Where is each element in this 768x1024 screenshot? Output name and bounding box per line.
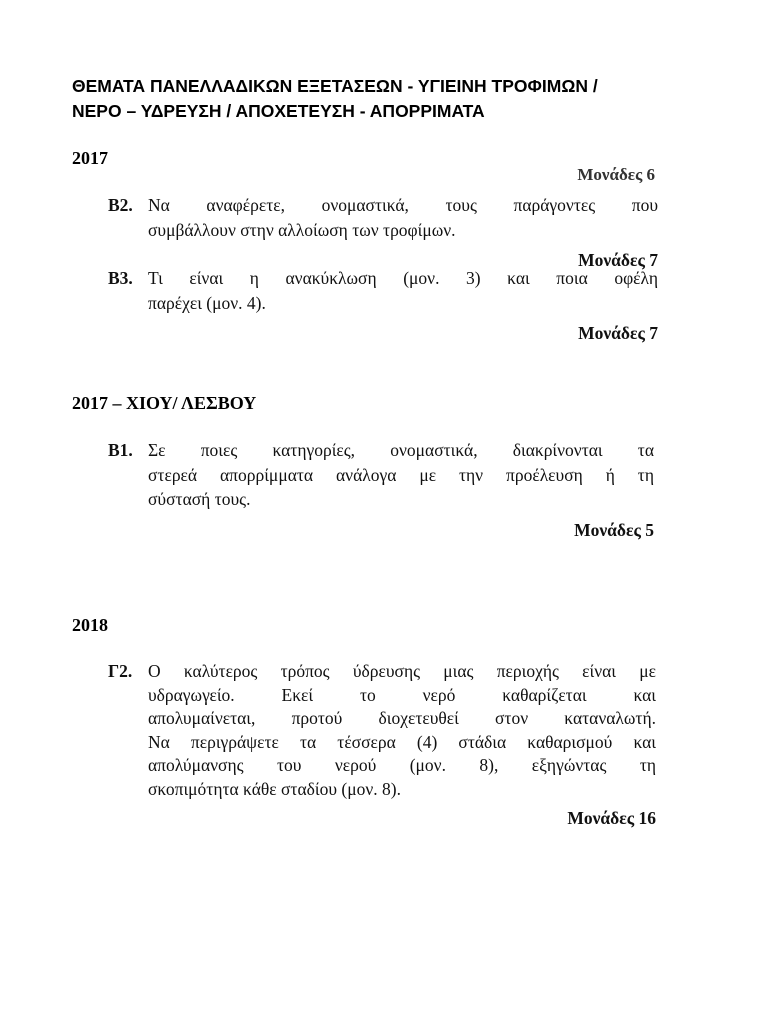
question-line: Ο καλύτερος τρόπος ύδρευσης μιας περιοχής είναι με (148, 661, 656, 681)
question-g2 (108, 660, 656, 831)
question-number: Β2. (108, 195, 133, 215)
question-marks: Μονάδες 7 (578, 323, 658, 343)
section-heading-2017-chiou-lesvou: 2017 – ΧΙΟΥ/ ΛΕΣΒΟΥ (72, 393, 257, 413)
question-b3 (108, 266, 658, 346)
question-marks: Μονάδες 7 (578, 250, 658, 270)
question-line: Τι είναι η ανακύκλωση (μον. 3) και ποια οφέλη (148, 268, 658, 288)
question-b2 (108, 193, 658, 273)
section-heading-2017: 2017 (72, 148, 108, 168)
question-line: απολυμαίνεται, προτού διοχετευθεί στον καταναλωτή. (148, 708, 656, 728)
question-line: Να αναφέρετε, ονομαστικά, τους παράγοντες που (148, 195, 658, 215)
question-line: απολύμανσης του νερού (μον. 8), εξηγώντας τη (148, 755, 656, 775)
question-line: παρέχει (μον. 4). (148, 292, 266, 313)
question-line: υδραγωγείο. Εκεί το νερό καθαρίζεται και (148, 684, 656, 705)
question-b1 (108, 438, 654, 542)
question-marks: Μονάδες 16 (567, 808, 656, 828)
question-number: Β3. (108, 268, 133, 288)
question-line: συμβάλλουν στην αλλοίωση των τροφίμων. (148, 219, 456, 240)
question-number: Β1. (108, 440, 133, 460)
question-line: Να περιγράψετε τα τέσσερα (4) στάδια καθαρισμού και (148, 731, 656, 752)
question-line: Σε ποιες κατηγορίες, ονομαστικά, διακρίνονται τα (148, 440, 654, 460)
question-marks: Μονάδες 5 (574, 519, 654, 540)
question-line: σκοπιμότητα κάθε σταδίου (μον. 8). (148, 778, 401, 799)
document-title: ΘΕΜΑΤΑ ΠΑΝΕΛΛΑΔΙΚΩΝ ΕΞΕΤΑΣΕΩΝ - ΥΓΙΕΙΝΗ ΤΡΟΦΙΜΩΝ / ΝΕΡΟ – ΥΔΡΕΥΣΗ / ΑΠΟΧΕΤΕΥΣΗ - ΑΠΟΡΡΙΜΑΤΑ (72, 76, 598, 121)
question-line: στερεά απορρίμματα ανάλογα με την προέλευση ή τη (148, 464, 654, 485)
question-number: Γ2. (108, 661, 133, 681)
cropped-previous-marks: Μονάδες 6 (577, 165, 655, 184)
question-line: σύστασή τους. (148, 489, 251, 509)
section-heading-2018: 2018 (72, 615, 108, 635)
